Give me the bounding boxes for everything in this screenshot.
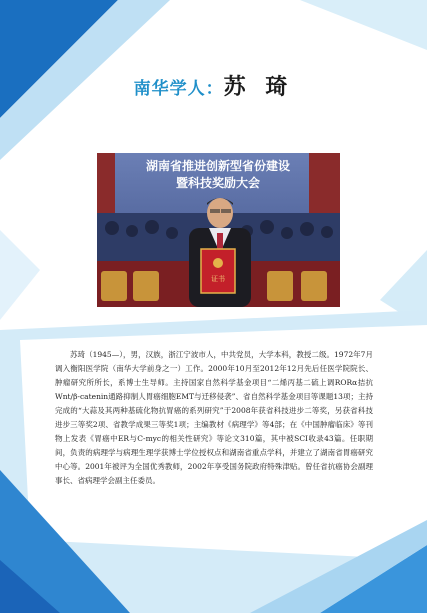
portrait-photo xyxy=(97,153,340,307)
title-name: 苏 琦 xyxy=(223,74,294,100)
title-prefix: 南华学人： xyxy=(133,79,224,99)
page-title xyxy=(0,70,427,101)
left-band xyxy=(0,230,40,320)
top-right-triangle xyxy=(300,0,427,50)
biography-paragraph: 苏琦（1945—），男，汉族，浙江宁波市人，中共党员，大学本科，教授二级。1972年7月调入衡阳医学院（南华大学前身之一）工作。2000年10月至2012年12月先后任医学院院长、肿瘤研究所所长，系博士生导师。主持国家自然科学基金项目“二烯丙基二硫上调RORα拮抗Wnt/β-catenin通路抑制人胃癌细胞EMT与迁移侵袭”、省自然科学基金项目等课题13项；主持完成的“大蒜及其两种基硫化物抗胃癌的系列研究”于2008年获省科技进步二等奖，另获省科技进步三等奖2项、省教学成果三等奖1项；主编教材《病理学》等4部；在《中国肿瘤临床》等刊物上发表《胃癌中ER与C-myc的相关性研究》等论文310篇，其中被SCI收录43篇。任职期间，负责的病理学与病理生理学获博士学位授权点和湖南省重点学科，并建立了湖南省胃癌研究中心等。2001年被评为全国优秀教师，2002年享受国务院政府特殊津贴。曾任省抗癌协会副理事长、省病理学会副主任委员。 xyxy=(55,350,373,485)
banner-line-2: 暨科技奖励大会 xyxy=(175,176,261,190)
photo-illustration xyxy=(97,153,340,307)
biography-text xyxy=(55,348,373,488)
certificate-text: 证书 xyxy=(211,275,225,283)
banner-line-1: 湖南省推进创新型省份建设 xyxy=(145,159,291,173)
award-certificate xyxy=(201,249,235,293)
